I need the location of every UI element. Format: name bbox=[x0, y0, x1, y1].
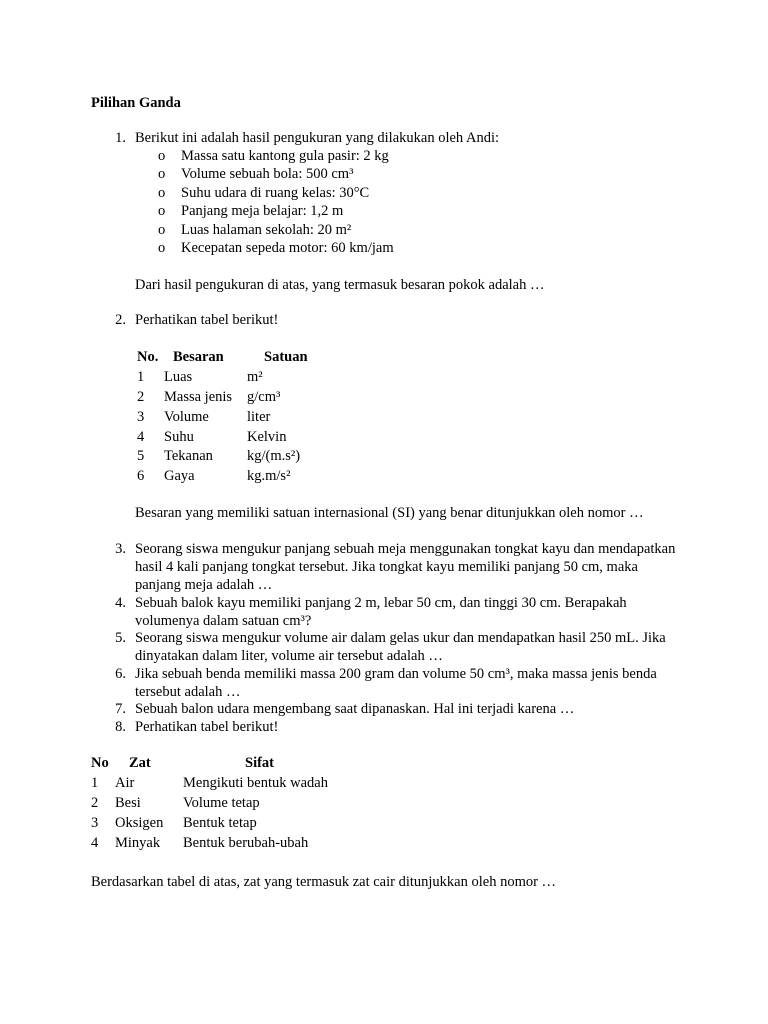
states-of-matter-table bbox=[91, 754, 328, 853]
question-text: Berikut ini adalah hasil pengukuran yang dilakukan oleh Andi: bbox=[135, 130, 500, 146]
table-row: 6 Gaya kg.m/s² bbox=[137, 468, 291, 485]
question-number: 5. bbox=[115, 630, 126, 646]
question-text: Perhatikan tabel berikut! bbox=[135, 312, 279, 328]
table-row: 2 Besi Volume tetap bbox=[91, 794, 260, 811]
column-header: Besaran bbox=[173, 349, 224, 365]
question-text: Jika sebuah benda memiliki massa 200 gram dan volume 50 cm³, maka massa jenis benda tersebut adalah … bbox=[135, 666, 657, 700]
question-number: 7. bbox=[115, 701, 126, 717]
table-row: 2 Massa jenis g/cm³ bbox=[137, 388, 281, 405]
question-1-prompt: Dari hasil pengukuran di atas, yang termasuk besaran pokok adalah … bbox=[135, 277, 545, 293]
table-header-row bbox=[91, 754, 328, 774]
table-header-row bbox=[137, 348, 308, 368]
bullet-mark: o bbox=[158, 166, 166, 183]
column-header: No bbox=[91, 755, 109, 771]
document-page: Pilihan Ganda 1. Berikut ini adalah hasil pengukuran yang dilakukan oleh Andi: o Massa satu kantong gula pasir: 2 kg o Volume sebuah bola: 500 cm³ o Suhu udara di ruang kelas: 30°C o Panjang meja belajar: 1,2 m o Luas halaman sekolah: 20 m² o Kecepatan sepeda motor: 60 km/jam Dari hasil pengukuran di atas, yang termasuk besaran pokok adalah … 2. Perhatikan tabel berikut! No. Besaran Satuan 1 Luas m² 2 Massa jenis g/cm³ 3 Volume liter 4 Suhu Kelvin 5 Tekanan kg/(m.s²) 6 Gaya kg.m/s² Besaran yang memiliki satuan internasional (SI) yang benar ditunjukkan oleh nomor … 3. Seorang siswa mengukur panjang sebuah meja menggunakan tongkat kayu dan mendapatkan hasil 4 kali panjang tongkat tersebut. Jika tongkat kayu memiliki panjang 50 cm, maka panjang meja adalah … 4. Sebuah balok kayu memiliki panjang 2 m, lebar 50 cm, dan tinggi 30 cm. Berapakah volumenya dalam satuan cm³? 5. Seorang siswa mengukur volume air dalam gelas ukur dan mendapatkan hasil 250 mL. Jika dinyatakan dalam liter, volume air tersebut adalah … 6. Jika sebuah benda memiliki massa 200 gram dan volume 50 cm³, maka massa jenis benda tersebut adalah … 7. Sebuah balon udara mengembang saat dipanaskan. Hal ini terjadi karena … 8. Perhatikan tabel berikut! No Zat Sifat 1 Air Mengikuti bentuk wadah 2 Besi Volume tetap 3 Oksigen Bentuk tetap 4 Minyak Bentuk berubah-ubah Berdasarkan tabel di atas, zat yang termasuk zat cair ditunjukkan oleh nomor … bbox=[0, 0, 768, 1024]
bullet-mark: o bbox=[158, 184, 166, 201]
column-header: Sifat bbox=[245, 755, 274, 771]
bullet-mark: o bbox=[158, 239, 166, 256]
question-text: Sebuah balok kayu memiliki panjang 2 m, lebar 50 cm, dan tinggi 30 cm. Berapakah volumenya dalam satuan cm³? bbox=[135, 595, 627, 629]
question-text: Perhatikan tabel berikut! bbox=[135, 719, 279, 735]
bullet-mark: o bbox=[158, 221, 166, 238]
table-row: 1 Luas m² bbox=[137, 368, 263, 385]
question-number: 2. bbox=[115, 312, 126, 328]
question-number: 6. bbox=[115, 666, 126, 682]
question-number: 8. bbox=[115, 719, 126, 735]
question-2-prompt: Besaran yang memiliki satuan internasional (SI) yang benar ditunjukkan oleh nomor … bbox=[135, 505, 644, 521]
table-row: 3 Oksigen Bentuk tetap bbox=[91, 814, 257, 831]
question-text: Seorang siswa mengukur volume air dalam gelas ukur dan mendapatkan hasil 250 mL. Jika dinyatakan dalam liter, volume air tersebut adalah … bbox=[135, 630, 666, 664]
bullet-mark: o bbox=[158, 148, 166, 164]
table-row: 3 Volume liter bbox=[137, 408, 271, 425]
bullet-mark: o bbox=[158, 203, 166, 220]
question-number: 4. bbox=[115, 595, 126, 611]
units-table bbox=[137, 348, 308, 487]
table-row: 4 Suhu Kelvin bbox=[137, 428, 287, 445]
question-number: 3. bbox=[115, 541, 126, 557]
closing-question: Berdasarkan tabel di atas, zat yang termasuk zat cair ditunjukkan oleh nomor … bbox=[91, 874, 557, 890]
section-heading: Pilihan Ganda bbox=[91, 95, 181, 111]
column-header: Satuan bbox=[264, 349, 308, 365]
column-header: No. bbox=[137, 349, 159, 365]
question-text: Seorang siswa mengukur panjang sebuah meja menggunakan tongkat kayu dan mendapatkan hasil 4 kali panjang tongkat tersebut. Jika tongkat kayu memiliki panjang 50 cm, maka panjang meja adalah … bbox=[135, 541, 676, 593]
table-row: 4 Minyak Bentuk berubah-ubah bbox=[91, 834, 309, 851]
column-header: Zat bbox=[129, 755, 151, 771]
table-row: 1 Air Mengikuti bentuk wadah bbox=[91, 774, 328, 791]
question-text: Sebuah balon udara mengembang saat dipanaskan. Hal ini terjadi karena … bbox=[135, 701, 575, 717]
question-number: 1. bbox=[115, 130, 126, 146]
table-row: 5 Tekanan kg/(m.s²) bbox=[137, 448, 301, 465]
